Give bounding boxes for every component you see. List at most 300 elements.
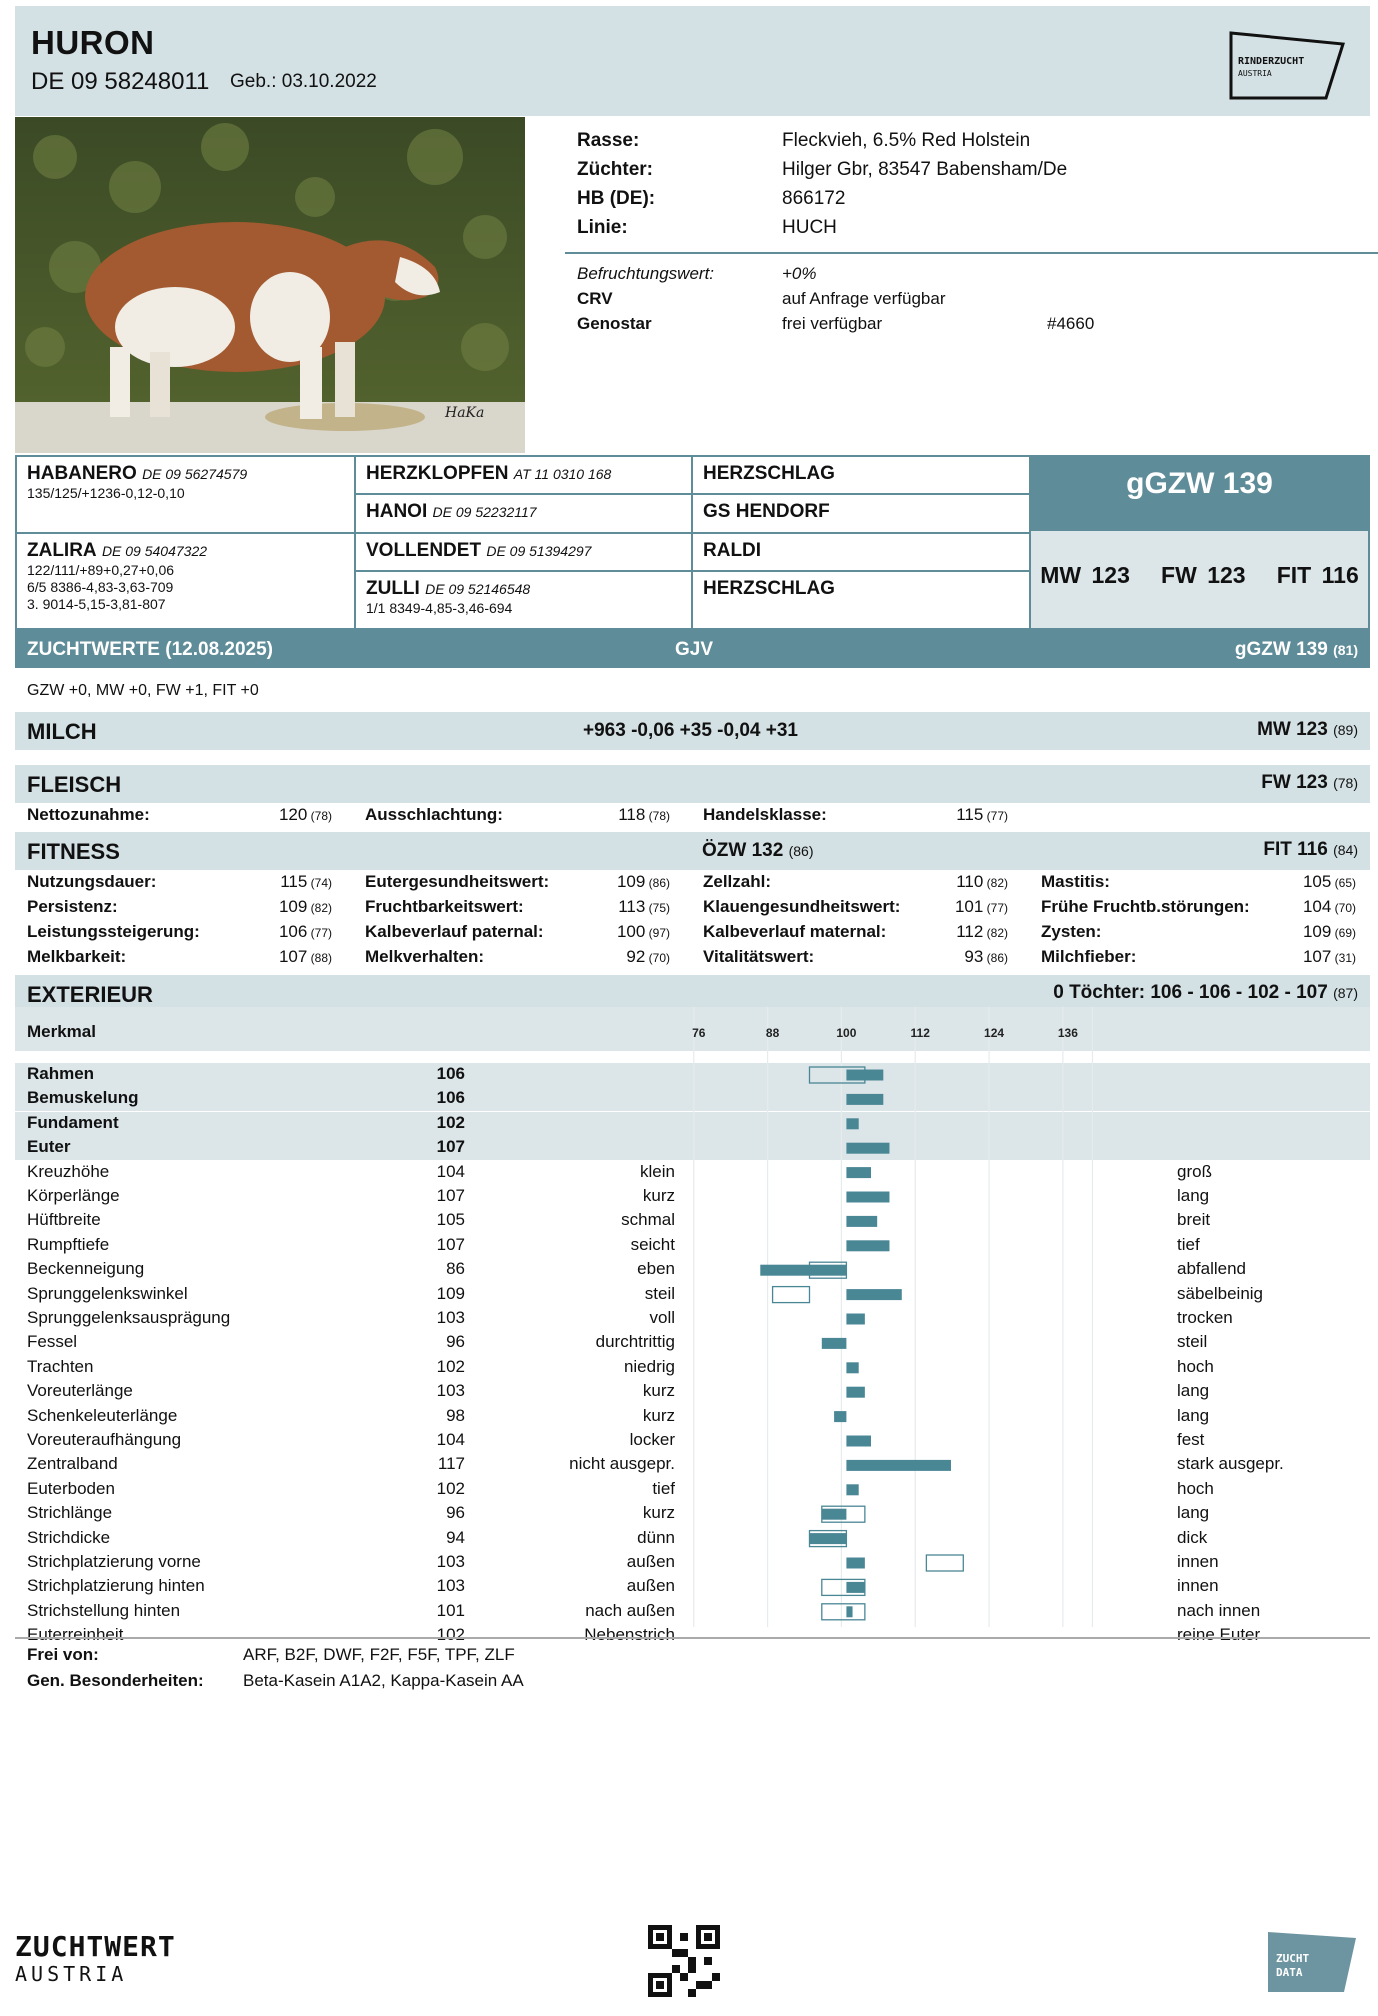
ds-name: VOLLENDET <box>366 540 482 561</box>
value-bar <box>846 1192 889 1203</box>
fitness-item-number: 92 <box>626 947 646 966</box>
qr-code <box>648 1925 720 2002</box>
fitness-item-number: 101 <box>954 897 984 916</box>
fitness-item-label: Leistungssteigerung: <box>27 922 200 941</box>
fitness-item-label: Zysten: <box>1041 922 1102 941</box>
trait-name: Beckenneigung <box>27 1259 145 1279</box>
pedigree-dam-dam <box>356 572 693 628</box>
ds-reg: DE 09 51394297 <box>486 543 592 559</box>
info-value: Fleckvieh, 6.5% Red Holstein <box>782 130 1031 151</box>
info-small-value: frei verfügbar <box>782 314 883 333</box>
pedigree-g3 <box>693 534 1031 572</box>
fleisch-item-reliability: (78) <box>645 809 670 823</box>
zuchtwerte-ggzw-rel: (81) <box>1333 642 1358 658</box>
trait-low-label: voll <box>649 1308 675 1327</box>
fleisch-item-number: 115 <box>956 805 984 824</box>
fitness-item <box>1041 922 1356 944</box>
value-bar <box>846 1362 858 1373</box>
daughters-rel: (87) <box>1333 985 1358 1001</box>
g3-name: HERZSCHLAG <box>703 463 835 484</box>
photo-signature: HaKa <box>445 405 485 421</box>
fitness-item-value <box>280 872 332 892</box>
trait-high-label: fest <box>1177 1430 1205 1449</box>
fitness-item-value <box>955 897 1008 917</box>
linear-profile-chart <box>668 1007 1158 1627</box>
fitness-item-value <box>1303 947 1356 967</box>
value-bar <box>846 1143 889 1154</box>
ss-reg: AT 11 0310 168 <box>513 466 612 482</box>
fitness-item-reliability: (88) <box>307 951 332 965</box>
trait-low-label: tief <box>652 1478 675 1498</box>
info-key: HB (DE): <box>577 188 656 209</box>
trait-score: 102 <box>436 1625 465 1645</box>
trait-low-label: kurz <box>642 1381 675 1401</box>
trait-score: 96 <box>446 1503 465 1523</box>
fleisch-item-number: 120 <box>278 805 308 824</box>
fitness-item-label: Frühe Fruchtb.störungen: <box>1041 897 1250 916</box>
rinderzucht-logo <box>1228 30 1346 102</box>
fleisch-item-number: 118 <box>618 805 646 824</box>
trait-score: 102 <box>436 1478 465 1498</box>
fitness-item-reliability: (77) <box>983 901 1008 915</box>
milch-title: MILCH <box>27 719 97 744</box>
dam-line-2: 6/5 8386-4,83-3,63-709 <box>27 579 174 595</box>
trait-low-label: locker <box>629 1430 675 1449</box>
fitness-item <box>703 947 1008 969</box>
trait-name: Schenkeleuterlänge <box>27 1405 178 1425</box>
trait-score: 98 <box>446 1405 465 1425</box>
trait-name: Hüftbreite <box>27 1210 101 1230</box>
info-value: 866172 <box>782 188 846 209</box>
fitness-item-number: 106 <box>278 922 308 941</box>
fitness-item <box>365 947 670 969</box>
fitness-item-reliability: (70) <box>645 951 670 965</box>
trait-score: 103 <box>436 1576 465 1596</box>
trait-high-label: steil <box>1177 1332 1208 1352</box>
trait-high-label: innen <box>1177 1552 1219 1571</box>
trait-low-label: außen <box>626 1576 675 1596</box>
fleisch-item-label: Nettozunahme: <box>27 805 150 824</box>
milch-values: +963 -0,06 +35 -0,04 +31 <box>583 720 798 741</box>
fleisch-item-value <box>956 805 1008 825</box>
trait-low-label: Nebenstrich <box>584 1625 675 1645</box>
fitness-item <box>27 922 332 944</box>
merkmal-header: Merkmal <box>27 1022 96 1041</box>
fitness-item <box>365 872 670 894</box>
info-value: Hilger Gbr, 83547 Babensham/De <box>782 159 1068 180</box>
fleisch-item-label: Handelsklasse: <box>703 805 827 824</box>
badge-text-2: DATA <box>1276 1966 1303 1979</box>
fitness-item-value <box>617 872 670 892</box>
frei-von-label: Frei von: <box>27 1645 99 1664</box>
info-row <box>577 159 1367 188</box>
daughter-outline-bar <box>926 1555 963 1571</box>
trait-low-label: klein <box>640 1161 675 1181</box>
trait-high-label: dick <box>1177 1527 1208 1547</box>
trait-name: Trachten <box>27 1356 94 1376</box>
fleisch-rel: (78) <box>1333 775 1358 791</box>
trait-low-label: kurz <box>642 1186 675 1205</box>
tick-label: 76 <box>692 1026 706 1040</box>
ggzw-badge: gGZW 139 <box>1031 457 1368 531</box>
trait-low-label: kurz <box>642 1405 675 1425</box>
zuchtwerte-band <box>15 630 1370 668</box>
badge-text-1: ZUCHT <box>1276 1952 1310 1965</box>
value-bar <box>846 1118 858 1129</box>
trait-name: Strichstellung hinten <box>27 1600 181 1620</box>
tick-label: 112 <box>910 1026 930 1040</box>
milch-index: MW 123 <box>1257 719 1328 740</box>
fitness-item-label: Melkbarkeit: <box>27 947 127 966</box>
austria-brand: AUSTRIA <box>15 1962 128 1986</box>
fitness-item-label: Kalbeverlauf paternal: <box>365 922 544 941</box>
fitness-item-value <box>279 922 332 942</box>
birth-date: Geb.: 03.10.2022 <box>230 71 377 92</box>
trait-name: Rumpftiefe <box>27 1234 110 1254</box>
gen-label: Gen. Besonderheiten: <box>27 1671 204 1690</box>
trait-name: Fundament <box>27 1112 119 1132</box>
trait-name: Sprunggelenkswinkel <box>27 1283 188 1303</box>
trait-low-label: schmal <box>621 1210 675 1230</box>
fleisch-item <box>703 805 1008 827</box>
info-small-row <box>577 314 1367 339</box>
sd-name: HANOI <box>366 501 428 522</box>
trait-name: Rahmen <box>27 1064 95 1083</box>
pedigree-g3 <box>693 495 1031 534</box>
fleisch-item <box>365 805 670 827</box>
trait-low-label: kurz <box>642 1503 675 1523</box>
zuchtwerte-ggzw: gGZW 139 <box>1234 639 1328 660</box>
fleisch-item-reliability: (77) <box>983 809 1008 823</box>
fitness-item-reliability: (82) <box>983 926 1008 940</box>
info-small-row <box>577 264 1367 289</box>
fitness-item-label: Nutzungsdauer: <box>27 872 157 891</box>
trait-name: Euterboden <box>27 1478 115 1498</box>
pedigree-table <box>15 455 1370 630</box>
trait-low-label: niedrig <box>623 1356 675 1376</box>
fitness-item-number: 105 <box>1302 872 1332 891</box>
pedigree-sire-sire <box>356 457 693 495</box>
value-bar <box>846 1460 951 1471</box>
trait-score: 104 <box>436 1161 465 1181</box>
fitness-item-number: 107 <box>278 947 308 966</box>
fleisch-item-value <box>618 805 670 825</box>
value-bar <box>846 1240 889 1251</box>
fitness-title: FITNESS <box>27 839 120 864</box>
value-bar <box>846 1289 901 1300</box>
info-small-extra: #4660 <box>1047 314 1095 333</box>
g3-name: HERZSCHLAG <box>703 578 835 599</box>
trait-name: Fessel <box>27 1332 78 1352</box>
trait-score: 107 <box>436 1186 465 1205</box>
trait-high-label: lang <box>1177 1186 1210 1205</box>
tick-label: 136 <box>1057 1026 1078 1040</box>
oezw-index: ÖZW 132 <box>702 840 784 861</box>
frei-von-value: ARF, B2F, DWF, F2F, F5F, TPF, ZLF <box>243 1645 515 1664</box>
trait-high-label: hoch <box>1177 1478 1214 1498</box>
trait-high-label: innen <box>1177 1576 1219 1596</box>
fleisch-index: FW 123 <box>1261 772 1328 793</box>
fitness-item-reliability: (65) <box>1331 876 1356 890</box>
fitness-section <box>15 832 1370 870</box>
fitness-item-number: 109 <box>278 897 308 916</box>
fitness-item-label: Mastitis: <box>1041 872 1110 891</box>
fitness-item-value <box>626 947 670 967</box>
daughters-summary: 0 Töchter: 106 - 106 - 102 - 107 <box>1053 982 1328 1003</box>
gen-value: Beta-Kasein A1A2, Kappa-Kasein AA <box>243 1671 524 1690</box>
sd-reg: DE 09 52232117 <box>432 504 537 520</box>
fitness-item-reliability: (69) <box>1331 926 1356 940</box>
tick-label: 124 <box>984 1026 1005 1040</box>
value-bar <box>846 1167 871 1178</box>
trait-low-label: dünn <box>637 1527 675 1547</box>
trait-score: 106 <box>436 1088 465 1108</box>
value-bar <box>846 1216 877 1227</box>
dam-reg: DE 09 54047322 <box>101 543 208 559</box>
trait-high-label: nach innen <box>1177 1600 1261 1620</box>
trait-name: Voreuterlänge <box>27 1381 133 1401</box>
fitness-item-number: 110 <box>956 872 984 891</box>
trait-score: 103 <box>436 1381 465 1401</box>
ss-name: HERZKLOPFEN <box>366 463 509 484</box>
fitness-item-number: 109 <box>616 872 646 891</box>
fitness-item-value <box>279 947 332 967</box>
trait-score: 102 <box>436 1356 465 1376</box>
info-value: HUCH <box>782 217 837 238</box>
trait-high-label: lang <box>1177 1405 1210 1425</box>
bull-photo <box>15 117 525 453</box>
fitness-item-value <box>1303 922 1356 942</box>
fitness-item <box>1041 947 1356 969</box>
value-bar <box>846 1436 871 1447</box>
sire-name: HABANERO <box>27 463 137 484</box>
trait-score: 96 <box>446 1332 465 1352</box>
fitness-item <box>365 897 670 919</box>
trait-high-label: stark ausgepr. <box>1177 1454 1284 1474</box>
fitness-item <box>27 947 332 969</box>
animal-name: HURON <box>31 24 155 61</box>
fitness-item-number: 112 <box>956 922 984 941</box>
fitness-item-value <box>1303 872 1356 892</box>
oezw-rel: (86) <box>788 843 814 859</box>
fitness-item <box>365 922 670 944</box>
fitness-item-label: Vitalitätswert: <box>703 947 815 966</box>
fitness-rel: (84) <box>1333 842 1358 858</box>
daughter-outline-bar <box>822 1604 865 1620</box>
fitness-index: FIT 116 <box>1263 839 1328 860</box>
g3-name: RALDI <box>703 540 762 561</box>
value-bar <box>834 1411 846 1422</box>
index-summary: MW 123 FW 123 FIT 116 <box>1040 562 1359 588</box>
fleisch-title: FLEISCH <box>27 772 122 797</box>
animal-info <box>577 130 1367 339</box>
dd-line: 1/1 8349-4,85-3,46-694 <box>366 600 513 616</box>
value-bar <box>846 1314 864 1325</box>
fitness-item-value <box>964 947 1008 967</box>
trait-score: 117 <box>437 1454 465 1474</box>
trait-score: 109 <box>436 1283 465 1303</box>
fleisch-item-value <box>279 805 332 825</box>
trait-high-label: lang <box>1177 1503 1210 1523</box>
fitness-item-value <box>956 922 1008 942</box>
dam-line-3: 3. 9014-5,15-3,81-807 <box>27 596 166 612</box>
fitness-item <box>703 897 1008 919</box>
fleisch-item-label: Ausschlachtung: <box>365 805 503 824</box>
registration-number: DE 09 58248011 <box>31 68 210 95</box>
fitness-item-reliability: (74) <box>307 876 332 890</box>
trait-name: Euter <box>27 1137 71 1157</box>
trait-score: 102 <box>436 1112 465 1132</box>
pedigree-sire <box>17 457 356 534</box>
value-bar <box>846 1484 858 1495</box>
trait-high-label: tief <box>1177 1234 1200 1254</box>
fleisch-item <box>27 805 332 827</box>
zuchtwert-brand: ZUCHTWERT <box>15 1930 176 1963</box>
fitness-item-reliability: (75) <box>645 901 670 915</box>
fitness-item <box>703 872 1008 894</box>
fitness-item-reliability: (82) <box>307 901 332 915</box>
trait-name: Euterreinheit <box>27 1625 124 1645</box>
info-small-key: Genostar <box>577 314 652 333</box>
trait-low-label: seicht <box>630 1234 675 1254</box>
trait-score: 107 <box>436 1137 465 1157</box>
trait-name: Sprunggelenksausprägung <box>27 1308 231 1327</box>
trait-score: 105 <box>436 1210 465 1230</box>
info-key: Linie: <box>577 217 628 238</box>
zuchtwerte-note: GZW +0, MW +0, FW +1, FIT +0 <box>27 682 259 699</box>
fitness-item-value <box>1303 897 1356 917</box>
trait-score: 103 <box>436 1552 465 1571</box>
trait-name: Strichplatzierung hinten <box>27 1576 205 1596</box>
fitness-item-number: 115 <box>280 872 308 891</box>
trait-low-label: durchtrittig <box>595 1332 675 1352</box>
fitness-item-number: 104 <box>1302 897 1332 916</box>
dd-reg: DE 09 52146548 <box>425 581 531 597</box>
trait-score: 103 <box>436 1308 465 1327</box>
fitness-item-label: Milchfieber: <box>1041 947 1137 966</box>
fitness-item-reliability: (82) <box>983 876 1008 890</box>
fitness-item <box>1041 897 1356 919</box>
dam-name: ZALIRA <box>27 540 97 561</box>
fitness-item-number: 109 <box>1302 922 1332 941</box>
sire-line: 135/125/+1236-0,12-0,10 <box>27 485 185 501</box>
fitness-item-label: Kalbeverlauf maternal: <box>703 922 887 941</box>
trait-high-label: breit <box>1177 1210 1211 1230</box>
fitness-item-value <box>618 897 670 917</box>
value-bar <box>760 1265 846 1276</box>
fitness-item-number: 113 <box>618 897 646 916</box>
summary-box <box>1031 457 1368 628</box>
value-bar <box>822 1509 847 1520</box>
milch-section <box>15 712 1370 750</box>
info-row <box>577 188 1367 217</box>
trait-low-label: außen <box>626 1552 675 1571</box>
trait-high-label: lang <box>1177 1381 1210 1401</box>
fleisch-section <box>15 765 1370 803</box>
fitness-item-reliability: (97) <box>645 926 670 940</box>
fitness-item-label: Fruchtbarkeitswert: <box>365 897 524 916</box>
fitness-item-number: 93 <box>964 947 984 966</box>
zucht-data-logo <box>1264 1928 1360 2001</box>
fitness-item-label: Zellzahl: <box>703 872 772 891</box>
trait-score: 101 <box>436 1600 465 1620</box>
dd-name: ZULLI <box>366 578 420 599</box>
fitness-item <box>27 897 332 919</box>
pedigree-dam <box>17 534 356 628</box>
fitness-item-label: Persistenz: <box>27 897 118 916</box>
fitness-item <box>27 872 332 894</box>
info-row <box>577 130 1367 159</box>
trait-high-label: groß <box>1177 1161 1212 1181</box>
info-small-value: +0% <box>782 264 817 283</box>
trait-name: Voreuteraufhängung <box>27 1430 182 1449</box>
pedigree-sire-dam <box>356 495 693 534</box>
trait-score: 94 <box>446 1527 465 1547</box>
milch-rel: (89) <box>1333 722 1358 738</box>
trait-score: 86 <box>446 1259 465 1279</box>
value-bar <box>822 1338 847 1349</box>
info-small-key: Befruchtungswert: <box>577 264 715 283</box>
daughter-outline-bar <box>773 1287 810 1303</box>
zuchtwerte-title: ZUCHTWERTE (12.08.2025) <box>27 639 274 660</box>
g3-name: GS HENDORF <box>703 501 830 522</box>
trait-name: Bemuskelung <box>27 1088 139 1108</box>
sire-reg: DE 09 56274579 <box>142 466 248 482</box>
trait-high-label: säbelbeinig <box>1177 1283 1264 1303</box>
info-key: Rasse: <box>577 130 640 151</box>
trait-high-label: reine Euter <box>1177 1625 1261 1645</box>
header-band <box>15 6 1370 116</box>
trait-high-label: hoch <box>1177 1356 1214 1376</box>
zuchtwerte-source: GJV <box>675 639 714 660</box>
value-bar <box>846 1582 864 1593</box>
trait-name: Kreuzhöhe <box>27 1161 110 1181</box>
info-small-key: CRV <box>577 289 613 308</box>
trait-name: Strichlänge <box>27 1503 113 1523</box>
fitness-item-reliability: (70) <box>1331 901 1356 915</box>
value-bar <box>846 1070 883 1081</box>
pedigree-g3 <box>693 457 1031 495</box>
fitness-item-reliability: (31) <box>1331 951 1356 965</box>
dam-line-1: 122/111/+89+0,27+0,06 <box>27 562 175 578</box>
trait-name: Körperlänge <box>27 1186 120 1205</box>
fitness-item-label: Melkverhalten: <box>365 947 485 966</box>
value-bar <box>846 1094 883 1105</box>
info-small-value: auf Anfrage verfügbar <box>782 289 946 308</box>
fitness-item-reliability: (77) <box>307 926 332 940</box>
exterieur-title: EXTERIEUR <box>27 982 153 1007</box>
tick-label: 88 <box>765 1026 780 1040</box>
value-bar <box>846 1606 852 1617</box>
trait-name: Strichdicke <box>27 1527 111 1547</box>
trait-high-label: abfallend <box>1177 1259 1247 1279</box>
trait-score: 104 <box>436 1430 465 1449</box>
trait-low-label: steil <box>644 1283 675 1303</box>
trait-name: Strichplatzierung vorne <box>27 1552 201 1571</box>
trait-name: Zentralband <box>27 1454 118 1474</box>
table-bottom-rule <box>15 1637 1370 1639</box>
fitness-item-reliability: (86) <box>645 876 670 890</box>
value-bar <box>846 1558 864 1569</box>
logo-text-1: RINDERZUCHT <box>1238 56 1305 67</box>
tick-label: 100 <box>836 1026 857 1040</box>
logo-text-2: AUSTRIA <box>1238 69 1272 78</box>
fitness-item-reliability: (86) <box>983 951 1008 965</box>
trait-low-label: nach außen <box>585 1600 675 1620</box>
fitness-item-number: 107 <box>1302 947 1332 966</box>
info-small-row <box>577 289 1367 314</box>
pedigree-g3 <box>693 572 1031 628</box>
